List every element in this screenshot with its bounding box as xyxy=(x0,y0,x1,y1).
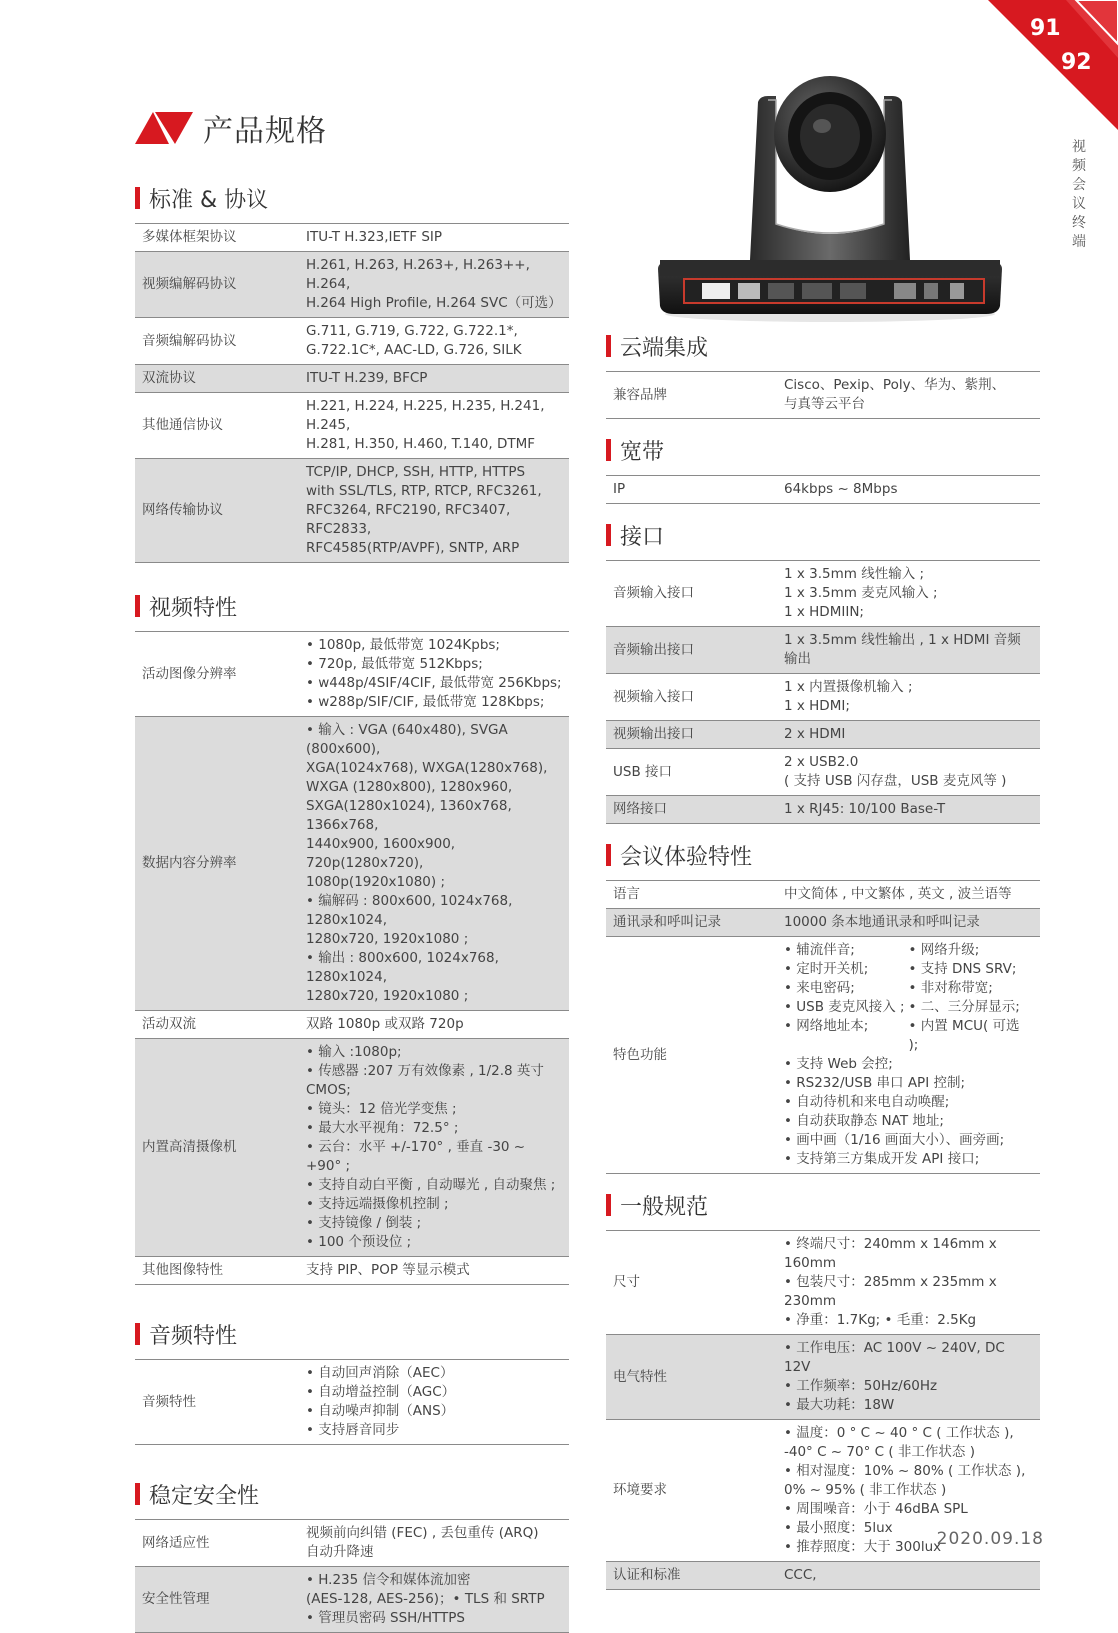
spec-table xyxy=(606,475,1040,504)
spec-value-line: • 最小照度：5lux xyxy=(784,1520,893,1536)
table-row xyxy=(606,909,1040,937)
table-row xyxy=(135,318,569,365)
spec-value-line: with SSL/TLS, RTP, RTCP, RFC3261, xyxy=(306,483,542,499)
spec-value xyxy=(299,717,569,1011)
section-heading xyxy=(606,435,1040,465)
spec-value-line: • 自动回声消除（AEC） xyxy=(306,1365,454,1381)
spec-key: 音频输出接口 xyxy=(606,627,777,674)
spec-value-line: 1440x900, 1600x900, 720p(1280x720), xyxy=(306,836,456,871)
spec-key: 网络适应性 xyxy=(135,1520,299,1567)
spec-value xyxy=(777,1231,1040,1335)
table-row xyxy=(135,632,569,717)
spec-value xyxy=(777,1562,1040,1590)
spec-value-line: • H.235 信令和媒体流加密 xyxy=(306,1572,471,1588)
feature-item: • 来电密码; xyxy=(784,980,855,996)
spec-value-line: 10000 条本地通讯录和呼叫记录 xyxy=(784,914,980,930)
table-row xyxy=(135,717,569,1011)
spec-section xyxy=(606,435,1040,504)
spec-key: 音频编解码协议 xyxy=(135,318,299,365)
spec-value-line: CCC, xyxy=(784,1567,817,1583)
feature-item: • 二、三分屏显示; xyxy=(908,999,1020,1015)
spec-value-line: 1 x HDMIIN; xyxy=(784,604,864,620)
spec-value xyxy=(777,796,1040,824)
section-marker xyxy=(135,187,140,209)
spec-value-line: ( 支持 USB 闪存盘，USB 麦克风等 ) xyxy=(784,773,1007,789)
spec-key: 内置高清摄像机 xyxy=(135,1039,299,1257)
spec-value-line: • 终端尺寸：240mm x 146mm x 160mm xyxy=(784,1236,997,1271)
spec-value xyxy=(299,1567,569,1633)
section-title: 一般规范 xyxy=(620,1194,709,1220)
feature-column xyxy=(784,941,909,1055)
feature-item: • 辅流伴音; xyxy=(784,942,855,958)
section-marker xyxy=(606,439,611,461)
spec-value-line: SXGA(1280x1024), 1360x768, 1366x768, xyxy=(306,798,512,833)
spec-value-line: • 支持自动白平衡 , 自动曝光 , 自动聚焦 ; xyxy=(306,1177,556,1193)
feature-item: • RS232/USB 串口 API 控制; xyxy=(784,1075,966,1091)
spec-value-line: • 传感器 :207 万有效像素 , 1/2.8 英寸 xyxy=(306,1063,544,1079)
spec-section xyxy=(135,1479,569,1633)
spec-value-line: • 工作电压：AC 100V ~ 240V, DC 12V xyxy=(784,1340,1005,1375)
spec-value-line: ITU-T H.323,IETF SIP xyxy=(306,229,443,245)
section-title: 标准 & 协议 xyxy=(149,187,269,213)
spec-value xyxy=(777,476,1040,504)
spec-value-line: • 温度：0 ° C ~ 40 ° C ( 工作状态 ), xyxy=(784,1425,1014,1441)
spec-key: 其他通信协议 xyxy=(135,393,299,459)
spec-value xyxy=(299,1011,569,1039)
spec-key: 兼容品牌 xyxy=(606,372,777,419)
spec-value-line: 0% ~ 95% ( 非工作状态 ) xyxy=(784,1482,947,1498)
spec-section xyxy=(135,1319,569,1445)
section-marker xyxy=(135,595,140,617)
section-marker xyxy=(606,524,611,546)
section-title: 接口 xyxy=(620,524,665,550)
section-marker xyxy=(606,335,611,357)
spec-value xyxy=(299,632,569,717)
spec-key: 数据内容分辨率 xyxy=(135,717,299,1011)
spec-value-line: WXGA (1280x800), 1280x960, xyxy=(306,779,513,795)
table-row xyxy=(135,459,569,563)
spec-value-line: • w288p/SIF/CIF, 最低带宽 128Kbps; xyxy=(306,694,545,710)
spec-value-line: • 自动噪声抑制（ANS） xyxy=(306,1403,455,1419)
spec-section xyxy=(606,840,1040,1174)
spec-value xyxy=(299,393,569,459)
feature-item: • 非对称带宽; xyxy=(908,980,993,996)
feature-item: • 支持 DNS SRV; xyxy=(908,961,1017,977)
feature-item: • 自动获取静态 NAT 地址; xyxy=(784,1113,944,1129)
spec-value-line: • 镜头：12 倍光学变焦 ; xyxy=(306,1101,457,1117)
spec-key: 语言 xyxy=(606,881,777,909)
spec-key: 网络接口 xyxy=(606,796,777,824)
spec-section xyxy=(135,591,569,1285)
section-heading xyxy=(135,591,569,621)
spec-key: IP xyxy=(606,476,777,504)
spec-value-line: (AES-128, AES-256)；• TLS 和 SRTP xyxy=(306,1591,545,1607)
spec-value xyxy=(777,627,1040,674)
spec-value-line: 1280x720, 1920x1080 ; xyxy=(306,988,469,1004)
main-title xyxy=(135,106,327,150)
spec-value-line: -40° C ~ 70° C ( 非工作状态 ) xyxy=(784,1444,975,1460)
table-row xyxy=(606,674,1040,721)
spec-value-line: 64kbps ~ 8Mbps xyxy=(784,481,898,497)
spec-value-line: 2 x USB2.0 xyxy=(784,754,859,770)
spec-value-line: • 净重：1.7Kg; • 毛重：2.5Kg xyxy=(784,1312,977,1328)
spec-key: 尺寸 xyxy=(606,1231,777,1335)
section-heading xyxy=(135,1479,569,1509)
table-row xyxy=(135,1520,569,1567)
spec-value-line: RFC4585(RTP/AVPF), SNTP, ARP xyxy=(306,540,520,556)
spec-key: 网络传输协议 xyxy=(135,459,299,563)
spec-value-line: 1280x720, 1920x1080 ; xyxy=(306,931,469,947)
section-title: 云端集成 xyxy=(620,335,709,361)
spec-value-line: 视频前向纠错 (FEC) , 丢包重传 (ARQ) xyxy=(306,1525,539,1541)
table-row xyxy=(606,881,1040,909)
table-row xyxy=(606,476,1040,504)
spec-value-line: TCP/IP, DHCP, SSH, HTTP, HTTPS xyxy=(306,464,526,480)
feature-item: • 支持第三方集成开发 API 接口; xyxy=(784,1151,980,1167)
section-title: 音频特性 xyxy=(149,1323,238,1349)
spec-value xyxy=(777,909,1040,937)
feature-column xyxy=(909,941,1034,1055)
spec-value xyxy=(777,749,1040,796)
spec-table xyxy=(135,223,569,563)
page-number-91: 91 xyxy=(1030,16,1061,41)
spec-key: 电气特性 xyxy=(606,1335,777,1420)
spec-value-line: • 720p, 最低带宽 512Kbps; xyxy=(306,656,483,672)
feature-item: • 画中画（1/16 画面大小）、画旁画; xyxy=(784,1132,1005,1148)
spec-value xyxy=(777,372,1040,419)
spec-value-line: • 支持远端摄像机控制 ; xyxy=(306,1196,449,1212)
spec-key: 其他图像特性 xyxy=(135,1257,299,1285)
spec-value xyxy=(299,1257,569,1285)
table-row xyxy=(606,561,1040,627)
spec-table xyxy=(606,560,1040,824)
spec-value-line: • 最大水平视角：72.5° ; xyxy=(306,1120,459,1136)
spec-value-line: • 周围噪音：小于 46dBA SPL xyxy=(784,1501,968,1517)
spec-value-line: • 1080p, 最低带宽 1024Kpbs; xyxy=(306,637,500,653)
section-heading xyxy=(606,840,1040,870)
spec-value-line: • 包装尺寸：285mm x 235mm x 230mm xyxy=(784,1274,997,1309)
spec-key: 视频输入接口 xyxy=(606,674,777,721)
section-heading xyxy=(135,183,569,213)
table-row xyxy=(135,252,569,318)
table-row xyxy=(135,1039,569,1257)
table-row xyxy=(135,1567,569,1633)
section-heading xyxy=(606,1190,1040,1220)
table-row xyxy=(606,749,1040,796)
section-marker xyxy=(606,1194,611,1216)
section-marker xyxy=(135,1483,140,1505)
spec-key: 音频特性 xyxy=(135,1360,299,1445)
spec-value-line: RFC3264, RFC2190, RFC3407, RFC2833, xyxy=(306,502,511,537)
spec-value-line: 中文简体 , 中文繁体 , 英文 , 波兰语等 xyxy=(784,886,1012,902)
table-row xyxy=(606,937,1040,1174)
brand-logo-icon xyxy=(135,110,193,146)
feature-item: • 自动待机和来电自动唤醒; xyxy=(784,1094,950,1110)
spec-value xyxy=(777,881,1040,909)
spec-key: 特色功能 xyxy=(606,937,777,1174)
spec-value-line: H.221, H.224, H.225, H.235, H.241, H.245, xyxy=(306,398,545,433)
spec-table xyxy=(135,1359,569,1445)
section-title: 会议体验特性 xyxy=(620,844,753,870)
spec-value-line: • 输入 : VGA (640x480), SVGA (800x600), xyxy=(306,722,508,757)
spec-value-line: CMOS; xyxy=(306,1082,351,1098)
spec-key: 多媒体框架协议 xyxy=(135,224,299,252)
table-row xyxy=(606,372,1040,419)
spec-value-line: 1 x HDMI; xyxy=(784,698,850,714)
section-heading xyxy=(606,520,1040,550)
spec-value-line: 1 x RJ45: 10/100 Base-T xyxy=(784,801,946,817)
section-title: 稳定安全性 xyxy=(149,1483,260,1509)
spec-section xyxy=(606,331,1040,419)
spec-key: 视频编解码协议 xyxy=(135,252,299,318)
spec-key: USB 接口 xyxy=(606,749,777,796)
spec-value-line: • w448p/4SIF/4CIF, 最低带宽 256Kbps; xyxy=(306,675,562,691)
feature-item: • 支持 Web 会控; xyxy=(784,1056,893,1072)
spec-value xyxy=(299,459,569,563)
section-title: 宽带 xyxy=(620,439,665,465)
spec-value xyxy=(777,937,1040,1174)
spec-value-line: • 云台：水平 +/-170° , 垂直 -30 ~ +90° ; xyxy=(306,1139,526,1174)
spec-value-line: H.261, H.263, H.263+, H.263++, H.264, xyxy=(306,257,530,292)
spec-value-line: 1 x 内置摄像机输入 ; xyxy=(784,679,913,695)
spec-value xyxy=(299,224,569,252)
table-row xyxy=(606,1335,1040,1420)
feature-item: • 网络地址本; xyxy=(784,1018,869,1034)
feature-columns xyxy=(784,941,1033,1055)
spec-key: 活动图像分辨率 xyxy=(135,632,299,717)
spec-value xyxy=(299,365,569,393)
spec-key: 音频输入接口 xyxy=(606,561,777,627)
section-marker xyxy=(606,844,611,866)
spec-value-line: 1 x 3.5mm 线性输入 ; xyxy=(784,566,925,582)
spec-key: 环境要求 xyxy=(606,1420,777,1562)
spec-value-line: 支持 PIP、POP 等显示模式 xyxy=(306,1262,470,1278)
spec-value-line: H.281, H.350, H.460, T.140, DTMF xyxy=(306,436,536,452)
spec-table xyxy=(135,631,569,1285)
spec-value-line: ITU-T H.239, BFCP xyxy=(306,370,428,386)
section-heading xyxy=(135,1319,569,1349)
table-row xyxy=(135,1360,569,1445)
product-camera-image xyxy=(650,74,1010,324)
table-row xyxy=(606,1562,1040,1590)
spec-key: 视频输出接口 xyxy=(606,721,777,749)
section-title: 视频特性 xyxy=(149,595,238,621)
spec-key: 活动双流 xyxy=(135,1011,299,1039)
spec-value xyxy=(299,1039,569,1257)
section-marker xyxy=(135,1323,140,1345)
spec-value xyxy=(299,252,569,318)
spec-value xyxy=(299,1360,569,1445)
spec-value xyxy=(777,721,1040,749)
spec-value-line: • 输出 : 800x600, 1024x768, 1280x1024, xyxy=(306,950,499,985)
table-row xyxy=(606,1231,1040,1335)
table-row xyxy=(606,721,1040,749)
spec-value-line: • 输入 :1080p; xyxy=(306,1044,402,1060)
spec-table xyxy=(135,1519,569,1633)
spec-table xyxy=(606,371,1040,419)
spec-value xyxy=(777,1335,1040,1420)
spec-value-line: 1 x 3.5mm 线性输出 , 1 x HDMI 音频输出 xyxy=(784,632,1021,667)
main-title-text: 产品规格 xyxy=(203,114,327,149)
feature-item: • USB 麦克风接入 ; xyxy=(784,999,905,1015)
spec-value-line: 1080p(1920x1080) ; xyxy=(306,874,446,890)
spec-value-line: 1 x 3.5mm 麦克风输入 ; xyxy=(784,585,938,601)
table-row xyxy=(135,1011,569,1039)
spec-value-line: 2 x HDMI xyxy=(784,726,846,742)
page-number-92: 92 xyxy=(1061,50,1092,75)
section-heading xyxy=(606,331,1040,361)
spec-section xyxy=(606,520,1040,824)
right-column xyxy=(606,331,1040,1590)
spec-value-line: • 支持唇音同步 xyxy=(306,1422,400,1438)
spec-value-line: • 编解码 : 800x600, 1024x768, 1280x1024, xyxy=(306,893,513,928)
spec-value-line: • 最大功耗：18W xyxy=(784,1397,895,1413)
table-row xyxy=(135,393,569,459)
vertical-title: 视频会议终端 xyxy=(1072,139,1086,250)
spec-value-line: • 相对湿度：10% ~ 80% ( 工作状态 ), xyxy=(784,1463,1026,1479)
spec-value xyxy=(777,561,1040,627)
spec-value-line: 自动升降速 xyxy=(306,1544,374,1560)
spec-value-line: G.722.1C*, AAC-LD, G.726, SILK xyxy=(306,342,522,358)
spec-value-line: G.711, G.719, G.722, G.722.1*, xyxy=(306,323,518,339)
table-row xyxy=(606,627,1040,674)
spec-key: 认证和标准 xyxy=(606,1562,777,1590)
spec-value-line: • 100 个预设位 ; xyxy=(306,1234,412,1250)
left-column xyxy=(135,183,569,1633)
spec-value-line: H.264 High Profile, H.264 SVC（可选） xyxy=(306,295,562,311)
spec-table xyxy=(606,880,1040,1174)
table-row xyxy=(135,1257,569,1285)
spec-value xyxy=(299,1520,569,1567)
feature-item: • 网络升级; xyxy=(908,942,980,958)
spec-value-line: Cisco、Pexip、Poly、华为、紫荆、 xyxy=(784,377,1006,393)
spec-value-line: XGA(1024x768), WXGA(1280x768), xyxy=(306,760,548,776)
spec-value-line: 与真等云平台 xyxy=(784,396,865,412)
spec-section xyxy=(135,183,569,563)
table-row xyxy=(606,796,1040,824)
spec-value-line: • 管理员密码 SSH/HTTPS xyxy=(306,1610,466,1626)
spec-key: 通讯录和呼叫记录 xyxy=(606,909,777,937)
spec-key: 安全性管理 xyxy=(135,1567,299,1633)
table-row xyxy=(135,365,569,393)
spec-value-line: 双路 1080p 或双路 720p xyxy=(306,1016,464,1032)
feature-item: • 定时开关机; xyxy=(784,961,869,977)
table-row xyxy=(135,224,569,252)
spec-value-line: • 支持镜像 / 倒装 ; xyxy=(306,1215,422,1231)
spec-value-line: • 工作频率：50Hz/60Hz xyxy=(784,1378,938,1394)
spec-value xyxy=(299,318,569,365)
print-date: 2020.09.18 xyxy=(936,1529,1044,1549)
spec-value-line: • 推荐照度：大于 300lux xyxy=(784,1539,942,1555)
feature-item: • 内置 MCU( 可选 ); xyxy=(908,1018,1020,1053)
spec-value-line: • 自动增益控制（AGC） xyxy=(306,1384,456,1400)
spec-key: 双流协议 xyxy=(135,365,299,393)
spec-value xyxy=(777,674,1040,721)
